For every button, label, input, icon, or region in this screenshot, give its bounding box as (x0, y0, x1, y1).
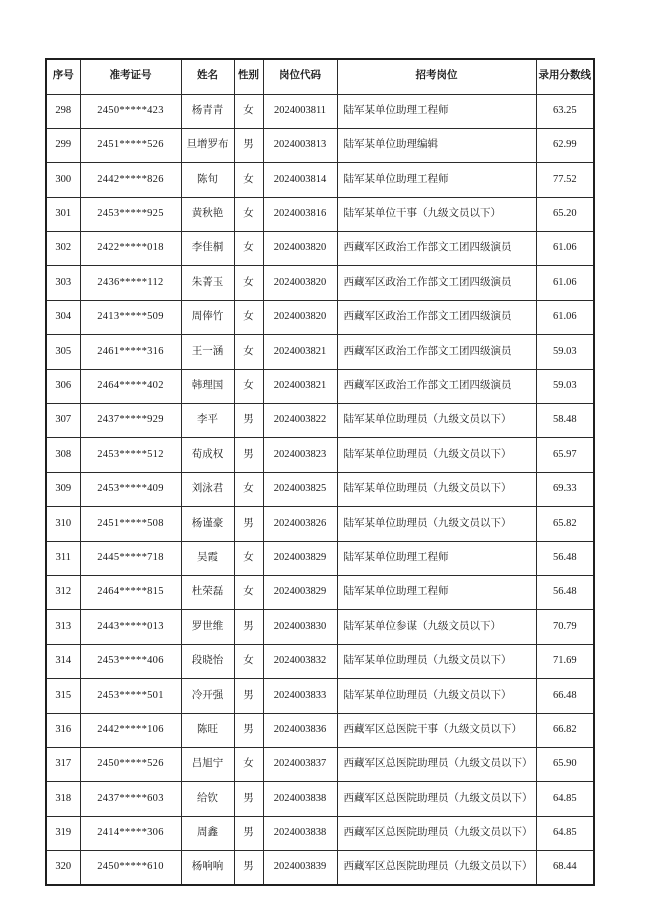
cell-index: 298 (46, 94, 80, 128)
cell-name: 韩理国 (181, 369, 234, 403)
cell-score_line: 56.48 (536, 541, 594, 575)
cell-post: 西藏军区政治工作部文工团四级演员 (337, 266, 536, 300)
cell-index: 300 (46, 163, 80, 197)
cell-post_code: 2024003833 (263, 679, 337, 713)
table-row (46, 541, 594, 575)
cell-post_code: 2024003822 (263, 404, 337, 438)
cell-post_code: 2024003838 (263, 782, 337, 816)
cell-gender: 男 (234, 507, 263, 541)
cell-post_code: 2024003836 (263, 713, 337, 747)
cell-post: 西藏军区总医院助理员（九级文员以下） (337, 851, 536, 885)
cell-exam_id: 2414*****306 (80, 816, 181, 850)
table-row (46, 94, 594, 128)
cell-index: 310 (46, 507, 80, 541)
table-row (46, 644, 594, 678)
cell-score_line: 61.06 (536, 300, 594, 334)
cell-name: 周鑫 (181, 816, 234, 850)
cell-score_line: 61.06 (536, 232, 594, 266)
cell-score_line: 70.79 (536, 610, 594, 644)
cell-score_line: 61.06 (536, 266, 594, 300)
cell-exam_id: 2450*****526 (80, 747, 181, 781)
table-row (46, 575, 594, 609)
cell-index: 299 (46, 128, 80, 162)
cell-name: 吕旭宁 (181, 747, 234, 781)
table-row (46, 300, 594, 334)
cell-exam_id: 2413*****509 (80, 300, 181, 334)
column-header-name: 姓名 (181, 59, 234, 94)
cell-post_code: 2024003839 (263, 851, 337, 885)
cell-index: 316 (46, 713, 80, 747)
cell-score_line: 65.97 (536, 438, 594, 472)
cell-name: 陈旺 (181, 713, 234, 747)
cell-post_code: 2024003811 (263, 94, 337, 128)
table-row (46, 128, 594, 162)
cell-post: 陆军某单位助理员（九级文员以下） (337, 507, 536, 541)
cell-gender: 女 (234, 300, 263, 334)
table-row (46, 851, 594, 885)
table-header (46, 59, 594, 94)
cell-gender: 男 (234, 128, 263, 162)
cell-score_line: 66.82 (536, 713, 594, 747)
cell-post: 陆军某单位参谋（九级文员以下） (337, 610, 536, 644)
cell-score_line: 62.99 (536, 128, 594, 162)
cell-post_code: 2024003832 (263, 644, 337, 678)
cell-post: 陆军某单位助理工程师 (337, 163, 536, 197)
cell-post: 西藏军区总医院干事（九级文员以下） (337, 713, 536, 747)
cell-index: 308 (46, 438, 80, 472)
cell-post: 陆军某单位助理工程师 (337, 94, 536, 128)
cell-score_line: 64.85 (536, 816, 594, 850)
cell-post: 西藏军区总医院助理员（九级文员以下） (337, 747, 536, 781)
cell-gender: 男 (234, 679, 263, 713)
cell-exam_id: 2450*****610 (80, 851, 181, 885)
cell-post_code: 2024003814 (263, 163, 337, 197)
cell-index: 319 (46, 816, 80, 850)
cell-post: 西藏军区政治工作部文工团四级演员 (337, 300, 536, 334)
cell-index: 304 (46, 300, 80, 334)
cell-name: 周俸竹 (181, 300, 234, 334)
cell-post: 陆军某单位助理员（九级文员以下） (337, 644, 536, 678)
table-row (46, 197, 594, 231)
cell-score_line: 63.25 (536, 94, 594, 128)
table-row (46, 369, 594, 403)
cell-name: 冷开强 (181, 679, 234, 713)
table-row (46, 232, 594, 266)
cell-score_line: 59.03 (536, 369, 594, 403)
cell-name: 朱菁玉 (181, 266, 234, 300)
cell-exam_id: 2445*****718 (80, 541, 181, 575)
cell-exam_id: 2451*****526 (80, 128, 181, 162)
cell-gender: 女 (234, 747, 263, 781)
cell-exam_id: 2453*****501 (80, 679, 181, 713)
cell-exam_id: 2443*****013 (80, 610, 181, 644)
cell-gender: 女 (234, 94, 263, 128)
cell-exam_id: 2464*****402 (80, 369, 181, 403)
table-row (46, 163, 594, 197)
cell-post: 陆军某单位助理员（九级文员以下） (337, 472, 536, 506)
cell-post_code: 2024003820 (263, 266, 337, 300)
cell-post: 陆军某单位助理工程师 (337, 575, 536, 609)
cell-score_line: 69.33 (536, 472, 594, 506)
cell-gender: 女 (234, 335, 263, 369)
cell-name: 王一涵 (181, 335, 234, 369)
cell-gender: 男 (234, 404, 263, 438)
cell-post_code: 2024003823 (263, 438, 337, 472)
cell-name: 杨谨豪 (181, 507, 234, 541)
cell-name: 陈旬 (181, 163, 234, 197)
cell-post_code: 2024003829 (263, 575, 337, 609)
cell-gender: 男 (234, 713, 263, 747)
cell-name: 杨响响 (181, 851, 234, 885)
cell-exam_id: 2453*****409 (80, 472, 181, 506)
column-header-post_code: 岗位代码 (263, 59, 337, 94)
table-body (46, 94, 594, 885)
cell-gender: 女 (234, 575, 263, 609)
cell-exam_id: 2464*****815 (80, 575, 181, 609)
cell-gender: 女 (234, 232, 263, 266)
table-row (46, 610, 594, 644)
cell-post_code: 2024003837 (263, 747, 337, 781)
column-header-index: 序号 (46, 59, 80, 94)
cell-index: 305 (46, 335, 80, 369)
cell-name: 段晓怡 (181, 644, 234, 678)
cell-score_line: 59.03 (536, 335, 594, 369)
cell-post: 陆军某单位干事（九级文员以下） (337, 197, 536, 231)
cell-exam_id: 2453*****406 (80, 644, 181, 678)
cell-index: 302 (46, 232, 80, 266)
score-table (45, 58, 595, 886)
cell-post_code: 2024003820 (263, 232, 337, 266)
table-row (46, 472, 594, 506)
cell-exam_id: 2437*****929 (80, 404, 181, 438)
cell-gender: 男 (234, 782, 263, 816)
cell-post_code: 2024003830 (263, 610, 337, 644)
cell-score_line: 77.52 (536, 163, 594, 197)
cell-exam_id: 2442*****106 (80, 713, 181, 747)
cell-score_line: 66.48 (536, 679, 594, 713)
cell-name: 刘泳君 (181, 472, 234, 506)
cell-name: 李平 (181, 404, 234, 438)
cell-name: 给钦 (181, 782, 234, 816)
column-header-exam_id: 准考证号 (80, 59, 181, 94)
cell-index: 320 (46, 851, 80, 885)
cell-post_code: 2024003820 (263, 300, 337, 334)
cell-index: 317 (46, 747, 80, 781)
cell-name: 罗世维 (181, 610, 234, 644)
header-row (46, 59, 594, 94)
column-header-gender: 性别 (234, 59, 263, 94)
cell-score_line: 71.69 (536, 644, 594, 678)
cell-gender: 女 (234, 472, 263, 506)
cell-score_line: 65.82 (536, 507, 594, 541)
cell-score_line: 65.90 (536, 747, 594, 781)
cell-index: 306 (46, 369, 80, 403)
cell-exam_id: 2451*****508 (80, 507, 181, 541)
cell-post: 陆军某单位助理编辑 (337, 128, 536, 162)
table-row (46, 782, 594, 816)
cell-score_line: 68.44 (536, 851, 594, 885)
cell-score_line: 65.20 (536, 197, 594, 231)
table-row (46, 507, 594, 541)
table-row (46, 404, 594, 438)
cell-name: 杜荣磊 (181, 575, 234, 609)
cell-index: 309 (46, 472, 80, 506)
cell-post_code: 2024003821 (263, 369, 337, 403)
cell-exam_id: 2453*****512 (80, 438, 181, 472)
cell-name: 荀成权 (181, 438, 234, 472)
table-row (46, 816, 594, 850)
cell-gender: 男 (234, 438, 263, 472)
table-row (46, 438, 594, 472)
cell-post: 陆军某单位助理员（九级文员以下） (337, 404, 536, 438)
cell-index: 318 (46, 782, 80, 816)
cell-gender: 男 (234, 610, 263, 644)
cell-post_code: 2024003825 (263, 472, 337, 506)
cell-index: 314 (46, 644, 80, 678)
cell-index: 315 (46, 679, 80, 713)
cell-post_code: 2024003829 (263, 541, 337, 575)
cell-post: 陆军某单位助理工程师 (337, 541, 536, 575)
table-row (46, 679, 594, 713)
cell-index: 301 (46, 197, 80, 231)
cell-post_code: 2024003821 (263, 335, 337, 369)
cell-post_code: 2024003816 (263, 197, 337, 231)
cell-gender: 女 (234, 369, 263, 403)
cell-index: 311 (46, 541, 80, 575)
cell-exam_id: 2437*****603 (80, 782, 181, 816)
cell-gender: 女 (234, 163, 263, 197)
cell-exam_id: 2442*****826 (80, 163, 181, 197)
cell-post: 西藏军区政治工作部文工团四级演员 (337, 335, 536, 369)
cell-name: 旦增罗布 (181, 128, 234, 162)
cell-score_line: 64.85 (536, 782, 594, 816)
cell-exam_id: 2461*****316 (80, 335, 181, 369)
table-row (46, 335, 594, 369)
cell-index: 312 (46, 575, 80, 609)
table-row (46, 747, 594, 781)
cell-exam_id: 2436*****112 (80, 266, 181, 300)
cell-post: 西藏军区政治工作部文工团四级演员 (337, 369, 536, 403)
cell-gender: 男 (234, 851, 263, 885)
column-header-score_line: 录用分数线 (536, 59, 594, 94)
cell-gender: 女 (234, 266, 263, 300)
cell-gender: 女 (234, 197, 263, 231)
cell-index: 307 (46, 404, 80, 438)
cell-index: 303 (46, 266, 80, 300)
cell-gender: 女 (234, 644, 263, 678)
cell-name: 黄秋艳 (181, 197, 234, 231)
cell-gender: 女 (234, 541, 263, 575)
cell-post: 陆军某单位助理员（九级文员以下） (337, 438, 536, 472)
cell-name: 杨青青 (181, 94, 234, 128)
cell-exam_id: 2450*****423 (80, 94, 181, 128)
cell-score_line: 58.48 (536, 404, 594, 438)
table-row (46, 713, 594, 747)
cell-post_code: 2024003813 (263, 128, 337, 162)
cell-post: 西藏军区总医院助理员（九级文员以下） (337, 782, 536, 816)
cell-post: 西藏军区总医院助理员（九级文员以下） (337, 816, 536, 850)
cell-index: 313 (46, 610, 80, 644)
cell-post_code: 2024003826 (263, 507, 337, 541)
cell-post: 陆军某单位助理员（九级文员以下） (337, 679, 536, 713)
table-row (46, 266, 594, 300)
column-header-post: 招考岗位 (337, 59, 536, 94)
cell-exam_id: 2422*****018 (80, 232, 181, 266)
cell-post: 西藏军区政治工作部文工团四级演员 (337, 232, 536, 266)
cell-post_code: 2024003838 (263, 816, 337, 850)
cell-score_line: 56.48 (536, 575, 594, 609)
cell-exam_id: 2453*****925 (80, 197, 181, 231)
cell-name: 李佳桐 (181, 232, 234, 266)
cell-gender: 男 (234, 816, 263, 850)
cell-name: 吴霞 (181, 541, 234, 575)
